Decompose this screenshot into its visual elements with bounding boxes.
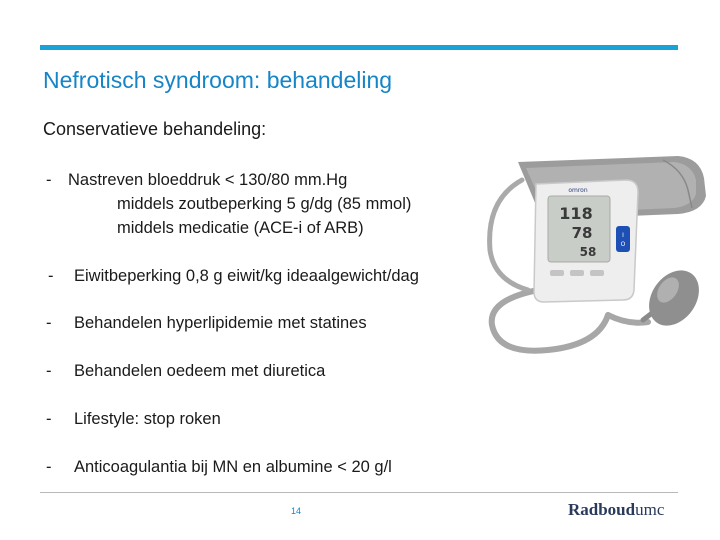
svg-text:I: I [622, 232, 624, 239]
top-divider [40, 45, 678, 50]
bullet-dash: - [46, 410, 52, 428]
bullet-dash: - [46, 314, 52, 332]
sub-bullet-text: middels medicatie (ACE-i of ARB) [117, 219, 364, 237]
bullet-dash: - [48, 267, 54, 285]
bullet-text: Lifestyle: stop roken [74, 410, 221, 428]
bullet-text: Behandelen oedeem met diuretica [74, 362, 326, 380]
sub-bullet-text: middels zoutbeperking 5 g/dg (85 mmol) [117, 195, 412, 213]
slide-subtitle: Conservatieve behandeling: [43, 119, 267, 139]
page-number: 14 [290, 506, 301, 516]
slide-title: Nefrotisch syndroom: behandeling [43, 67, 393, 93]
bullet-dash: - [46, 362, 52, 380]
radboudumc-logo [568, 500, 664, 520]
monitor-display-pulse: 58 [579, 245, 597, 259]
bullet-text: Nastreven bloeddruk < 130/80 mm.Hg [68, 171, 348, 189]
bottom-divider [40, 492, 678, 493]
monitor-display-systolic: 118 [559, 204, 593, 223]
bullet-dash: - [46, 458, 52, 476]
svg-text:O: O [620, 241, 626, 248]
monitor-brand-text: omron [568, 187, 588, 194]
blood-pressure-monitor-icon [478, 150, 710, 365]
brand-text-part1: Radboud [568, 500, 636, 519]
bullet-text: Anticoagulantia bij MN en albumine < 20 g/l [74, 458, 392, 476]
bullet-text: Eiwitbeperking 0,8 g eiwit/kg ideaalgewicht/dag [74, 267, 419, 285]
brand-text-part2: umc [635, 500, 665, 519]
bullet-dash: - [46, 171, 52, 189]
monitor-display-diastolic: 78 [571, 224, 593, 242]
bullet-text: Behandelen hyperlipidemie met statines [74, 314, 367, 332]
